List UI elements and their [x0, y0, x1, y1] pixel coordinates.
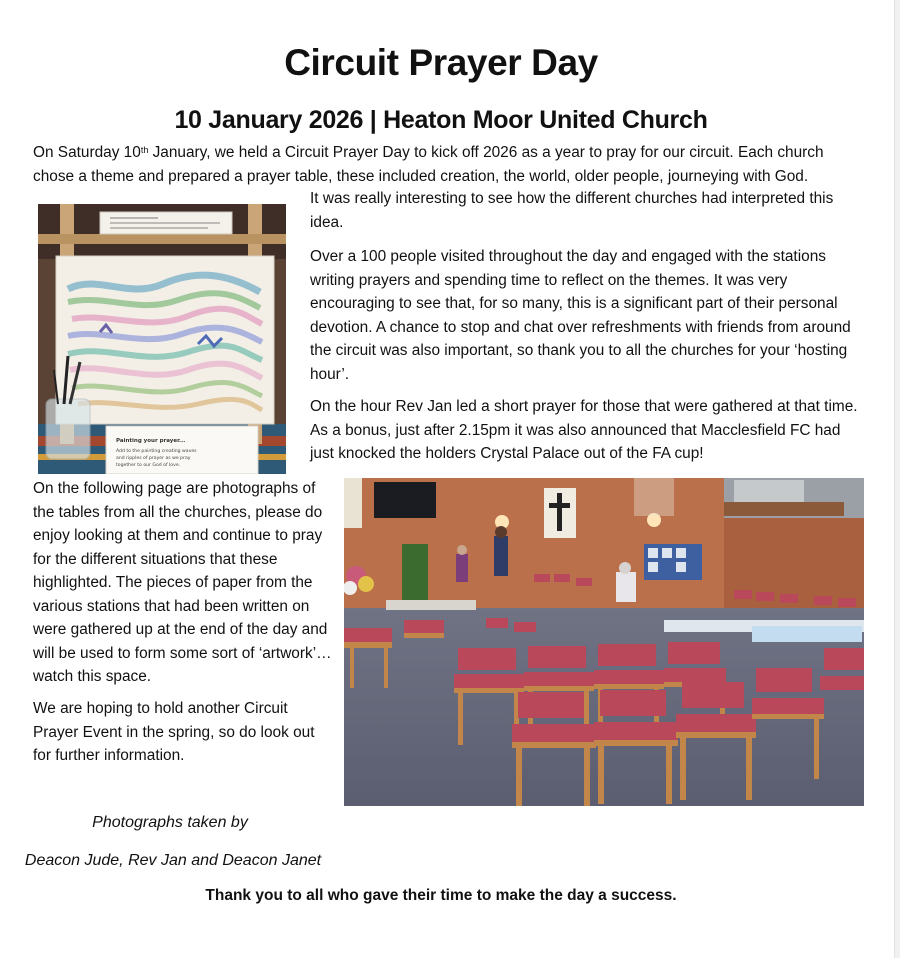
intro-text-end: January, we held a Circuit Prayer Day to kick off 2026 as a year to pray for our circuit. Each church chose a theme and prepared a prayer table, these included creation, the world, older people, journeying with God.	[33, 144, 824, 185]
page-edge	[894, 0, 900, 958]
page-subtitle: 10 January 2026 | Heaton Moor United Church	[174, 106, 708, 134]
hour-prayer-paragraph: On the hour Rev Jan led a short prayer for those that were gathered at that time. As a bonus, just after 2.15pm it was also announced that Macclesfield FC had just knocked the holders Crystal Palace out of the FA cup!	[310, 398, 858, 462]
intro-continued-paragraph: It was really interesting to see how the different churches had interpreted this idea.	[310, 190, 834, 231]
card-line-2: and ripples of prayer as we pray	[116, 456, 191, 461]
following-page-paragraph: On the following page are photographs of the tables from all the churches, please do enjoy looking at them and continue to pray for the different situations that these highlighted. The pieces of paper from the various stations that had been written on were gathered up at the end of the day and will be used to form some sort of ‘artwork’… watch this space.	[33, 480, 332, 685]
card-line-1: Add to the painting creating waves	[116, 449, 197, 454]
photo-credit-names: Deacon Jude, Rev Jan and Deacon Janet	[24, 852, 322, 869]
church-interior-photo	[344, 478, 864, 806]
card-line-3: together to our God of love.	[116, 463, 181, 468]
painting-photo	[38, 204, 286, 474]
photo-credit-label: Photographs taken by	[92, 814, 248, 831]
ordinal-suffix: th	[140, 145, 149, 155]
intro-paragraph	[33, 141, 868, 188]
visitors-paragraph: Over a 100 people visited throughout the day and engaged with the stations writing prayers and spending time to reflect on the themes. It was very encouraging to see that, for so many, this is a significant part of their personal devotion. A chance to stop and chat over refreshments with friends from around the circuit was also important, so thank you to all the churches for your ‘hosting hour’.	[310, 248, 851, 383]
next-event-paragraph: We are hoping to hold another Circuit Prayer Event in the spring, so do look out for further information.	[33, 700, 315, 764]
thank-you-note: Thank you to all who gave their time to make the day a success.	[205, 887, 677, 904]
card-title: Painting your prayer...	[116, 438, 186, 444]
page-title: Circuit Prayer Day	[284, 42, 598, 83]
intro-text-start: On Saturday 10	[33, 144, 141, 161]
